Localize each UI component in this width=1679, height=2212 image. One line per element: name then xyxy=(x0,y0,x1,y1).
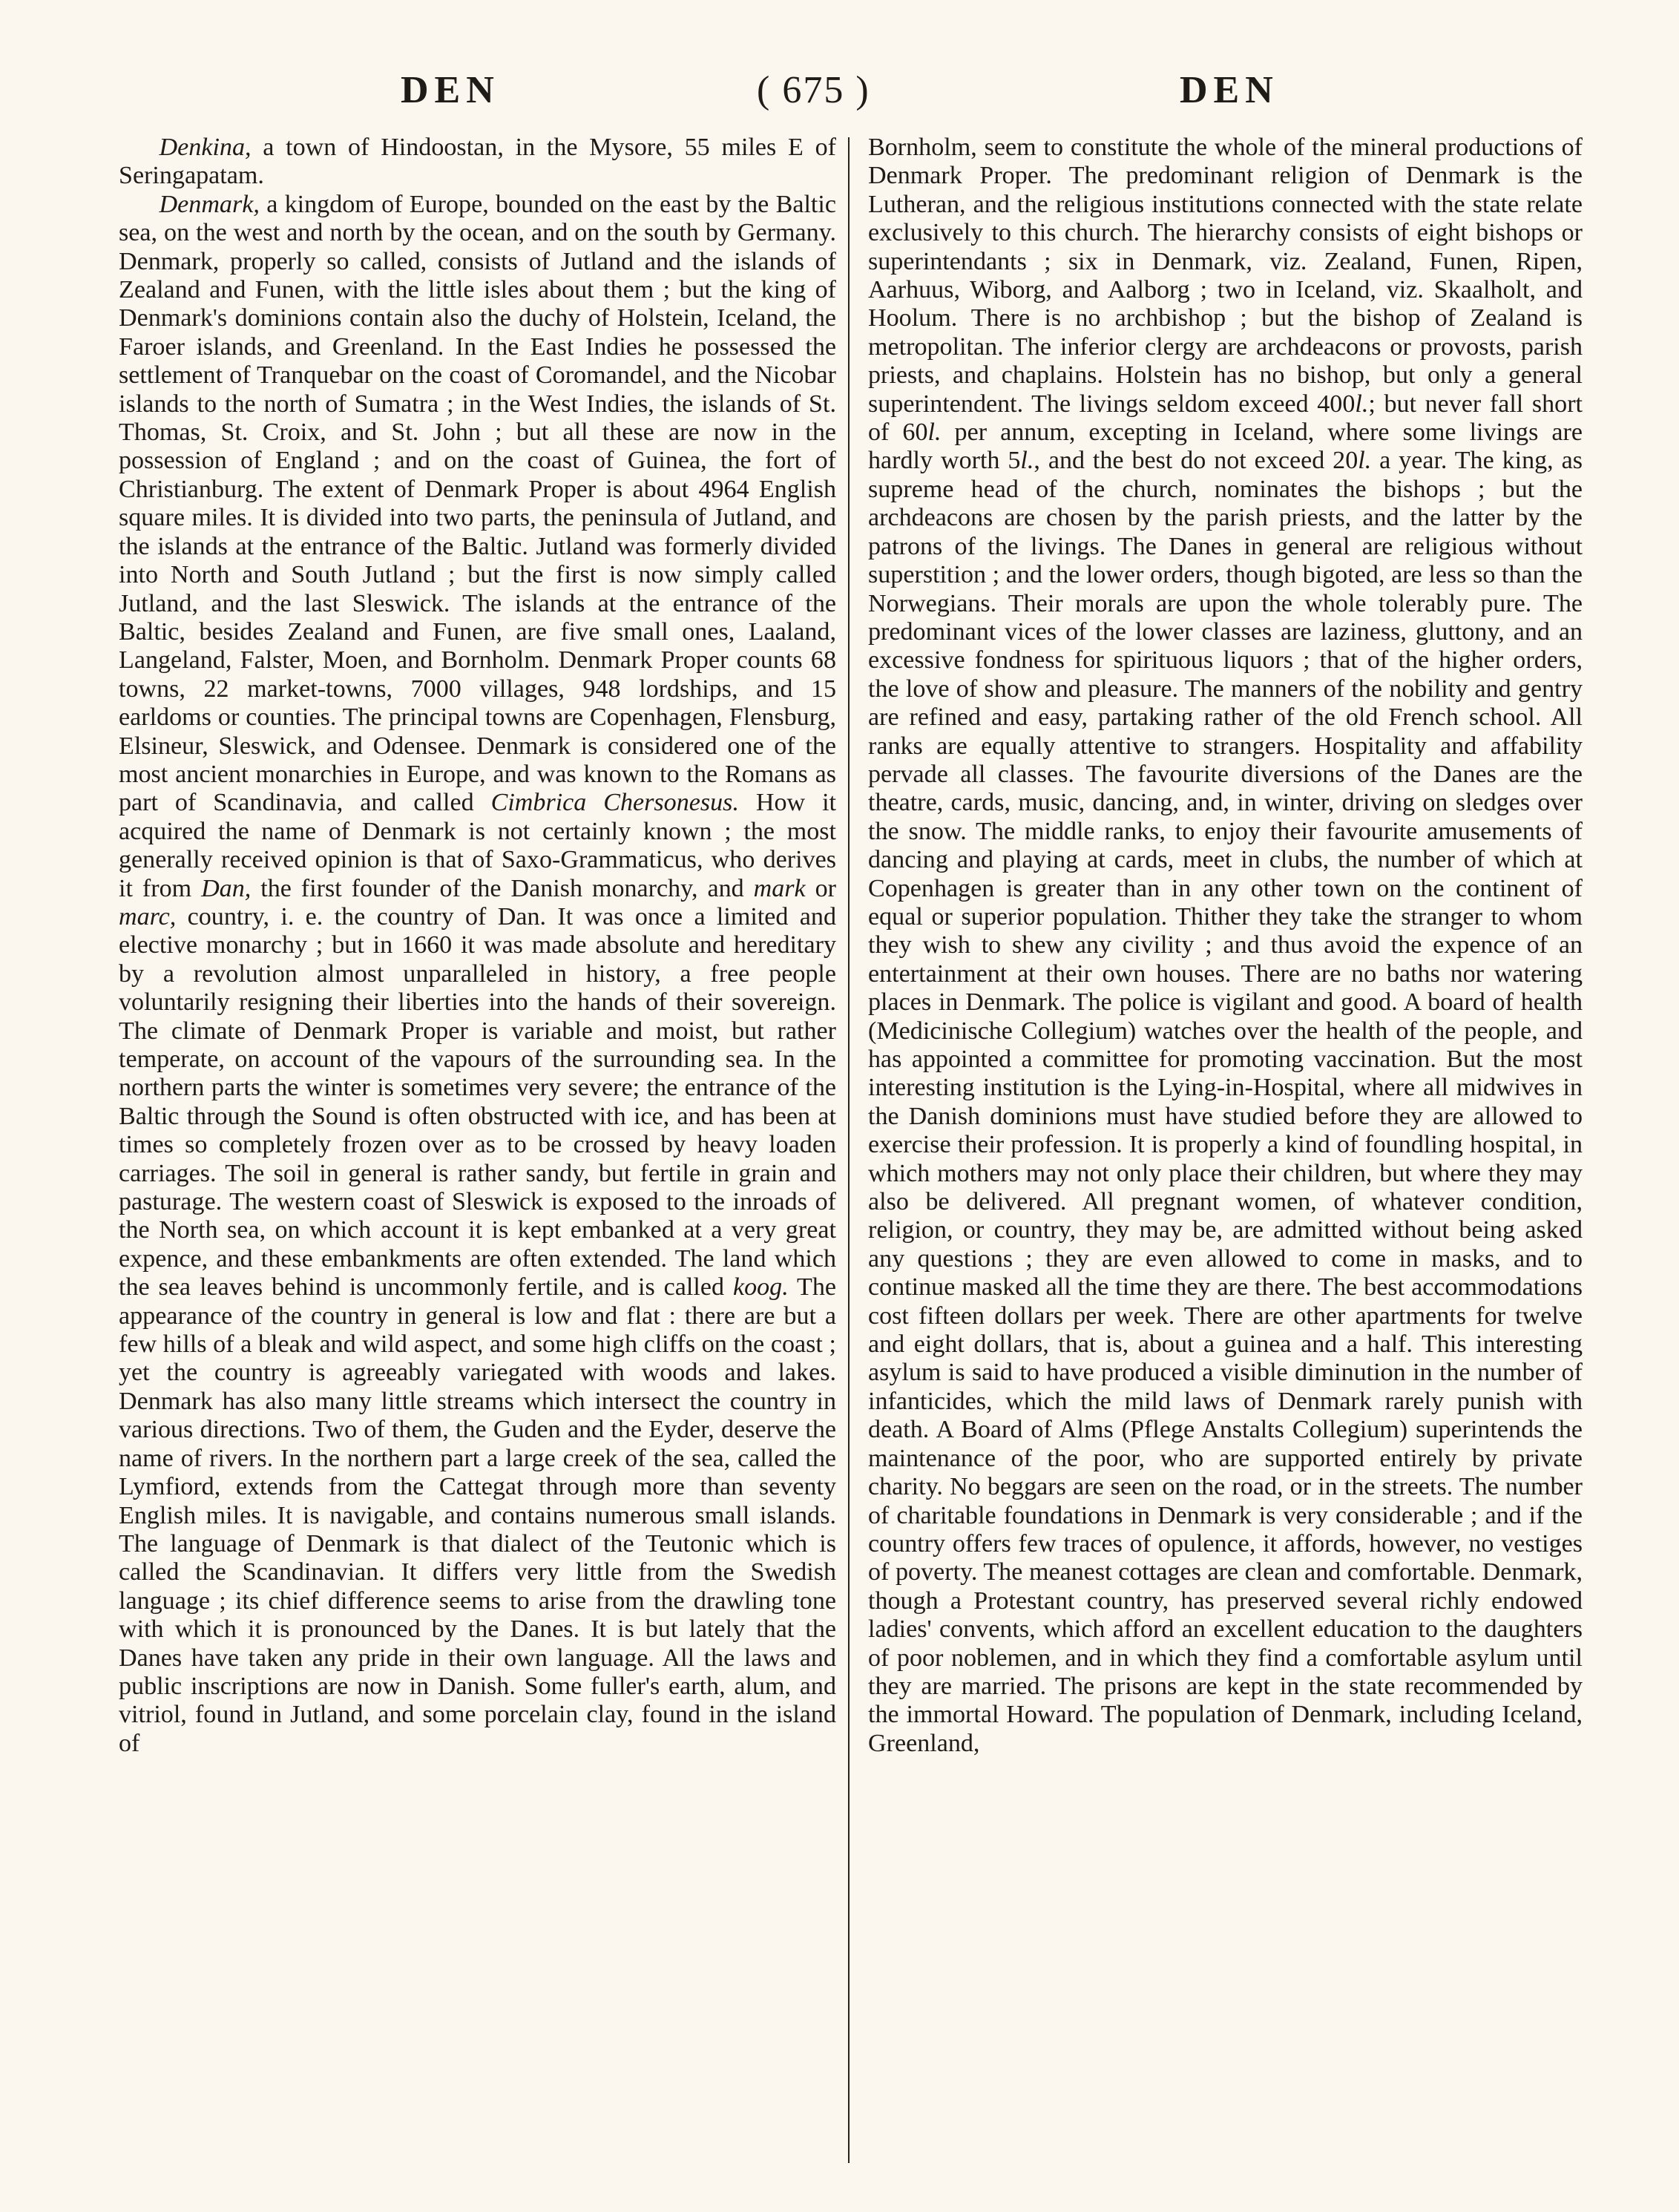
italic-term: koog. xyxy=(732,1273,789,1302)
entry-text: or xyxy=(805,874,836,902)
entry-text: per annum, excepting in Iceland, where some livings are hardly worth 5 xyxy=(868,419,1583,475)
header-headword-right: DEN xyxy=(1180,69,1279,111)
right-column xyxy=(868,134,1583,1758)
italic-term: l. xyxy=(1020,447,1034,475)
entry-text: How it acquired the name of Denmark is not certainly known ; the most generally received opinion is that of Saxo-Grammaticus, who derives it from xyxy=(119,789,837,902)
entry-term: Denkina, xyxy=(159,134,252,161)
entry-text: The appearance of the country in general is low and flat : there are but a few hills of a bleak and wild aspect, and some high cliffs on the coast ; yet the country is agreeably variegated with woods and lakes. Denmark has also many little streams which intersect the country in various directions. Two of them, the Guden and the Eyder, deserve the name of rivers. In the northern part a large creek of the sea, called the Lymfiord, extends from the Cattegat through more than seventy English miles. It is navigable, and contains numerous small islands. The language of Denmark is that dialect of the Teutonic which is called the Scandinavian. It differs very little from the Swedish language ; its chief difference seems to arise from the drawling tone with which it is pronounced by the Danes. It is but lately that the Danes have taken any pride in their own language. All the laws and public inscriptions are now in Danish. Some fuller's earth, alum, and vitriol, found in Jutland, and some porcelain clay, found in the island of xyxy=(119,1273,837,1757)
header-headword-left: DEN xyxy=(401,69,500,111)
entry-text: ; but never fall short of 60 xyxy=(868,390,1583,447)
running-header xyxy=(111,68,1590,120)
entry-text: , and the best do not exceed 20 xyxy=(1034,447,1358,475)
italic-term: l. xyxy=(1358,447,1372,475)
italic-term: mark xyxy=(753,874,806,902)
entry-text: country, i. e. the country of Dan. It was once a limited and elective monarchy ; but in 1660 it was made absolute and hereditary by a revolution almost unparalleled in history, a free people voluntarily resigning their liberties into the hands of their sovereign. The climate of Denmark Proper is variable and moist, but rather temperate, on account of the vapours of the surrounding sea. In the northern parts the winter is sometimes very severe; the entrance of the Baltic through the Sound is often obstructed with ice, and has been at times so completely frozen over as to be crossed by heavy loaden carriages. The soil in general is rather sandy, but fertile in grain and pasturage. The western coast of Sleswick is exposed to the inroads of the North sea, on which account it is kept embanked at a very great expence, and these embankments are often extended. The land which the sea leaves behind is uncommonly fertile, and is called xyxy=(119,902,836,1302)
italic-term: marc, xyxy=(119,902,177,931)
entry-term: Denmark, xyxy=(159,190,260,218)
italic-term: Dan, xyxy=(201,874,252,902)
entry-denmark-continued xyxy=(868,134,1583,1758)
entry-denkina xyxy=(119,134,836,191)
entry-denmark xyxy=(119,191,836,1758)
entry-text: the first founder of the Danish monarchy, and xyxy=(251,874,754,902)
entry-text: a year. The king, as supreme head of the church, nominates the bishops ; but the archdeacons are chosen by the parish priests, and the latter by the patrons of the livings. The Danes in general are religious without superstition ; and the lower orders, though bigoted, are less so than the Norwegians. Their morals are upon the whole tolerably pure. The predominant vices of the lower classes are laziness, gluttony, and an excessive fondness for spirituous liquors ; that of the higher orders, the love of show and pleasure. The manners of the nobility and gentry are refined and easy, partaking rather of the old French school. All ranks are equally attentive to strangers. Hospitality and affability pervade all classes. The favourite diversions of the Danes are the theatre, cards, music, dancing, and, in winter, driving on sledges over the snow. The middle ranks, to enjoy their favourite amusements of dancing and playing at cards, meet in clubs, the number of which at Copenhagen is greater than in any other town on the continent of equal or superior population. Thither they take the stranger to whom they wish to shew any civility ; and thus avoid the expence of an entertainment at their own houses. There are no baths nor watering places in Denmark. The police is vigilant and good. A board of health (Medicinische Collegium) watches over the health of the people, and has appointed a committee for promoting vaccination. But the most interesting institution is the Lying-in-Hospital, where all midwives in the Danish dominions must have studied before they are allowed to exercise their profession. It is properly a kind of foundling hospital, in which mothers may not only place their children, but where they may also be delivered. All pregnant women, of whatever condition, religion, or country, they may be, are admitted without being asked any questions ; they are even allowed to come in masks, and to continue masked all the time they are there. The best accommodations cost fifteen dollars per week. There are other apartments for twelve and eight dollars, that is, about a guinea and a half. This interesting asylum is said to have produced a visible diminution in the number of infanticides, which the mild laws of Denmark rarely punish with death. A Board of Alms (Pflege Anstalts Collegium) superintends the maintenance of the poor, who are supported entirely by private charity. No beggars are seen on the road, or in the streets. The number of charitable foundations in Denmark is very considerable ; and if the country offers few traces of opulence, it affords, however, no vestiges of poverty. The meanest cottages are clean and comfortable. Denmark, though a Protestant country, has preserved several richly endowed ladies' convents, which afford an excellent education to the daughters of poor noblemen, and in which they find a comfortable asylum until they are married. The prisons are kept in the state recommended by the immortal Howard. The population of Denmark, including Iceland, Greenland, xyxy=(868,447,1583,1757)
entry-text: a kingdom of Europe, bounded on the east by the Baltic sea, on the west and north by the ocean, and on the south by Germany. Denmark, properly so called, consists of Jutland and the islands of Zealand and Funen, with the little isles about them ; but the king of Denmark's dominions contain also the duchy of Holstein, Iceland, the Faroer islands, and Greenland. In the East Indies he possessed the settlement of Tranquebar on the coast of Coromandel, and the Nicobar islands to the north of Sumatra ; in the West Indies, the islands of St. Thomas, St. Croix, and St. John ; but all these are now in the possession of England ; and on the coast of Guinea, the fort of Christianburg. The extent of Denmark Proper is about 4964 English square miles. It is divided into two parts, the peninsula of Jutland, and the islands at the entrance of the Baltic. Jutland was formerly divided into North and South Jutland ; but the first is now simply called Jutland, and the last Sleswick. The islands at the entrance of the Baltic, besides Zealand and Funen, are five small ones, Laaland, Langeland, Falster, Moen, and Bornholm. Denmark Proper counts 68 towns, 22 market-towns, 7000 villages, 948 lordships, and 15 earldoms or counties. The principal towns are Copenhagen, Flensburg, Elsineur, Sleswick, and Odensee. Denmark is considered one of the most ancient monarchies in Europe, and was known to the Romans as part of Scandinavia, and called xyxy=(119,190,836,817)
italic-term: l. xyxy=(1355,390,1369,418)
column-divider xyxy=(848,137,850,2163)
left-column xyxy=(119,134,836,1758)
entry-text: a town of Hindoostan, in the Mysore, 55 miles E of Seringapatam. xyxy=(119,134,836,190)
entry-text: Bornholm, seem to constitute the whole of the mineral productions of Denmark Proper. The predominant religion of Denmark is the Lutheran, and the religious institutions connected with the state relate exclusively to this church. The hierarchy consists of eight bishops or superintendants ; six in Denmark, viz. Zealand, Funen, Ripen, Aarhuus, Wiborg, and Aalborg ; two in Iceland, viz. Skaalholt, and Hoolum. There is no archbishop ; but the bishop of Zealand is metropolitan. The inferior clergy are archdeacons or provosts, parish priests, and chaplains. Holstein has no bishop, but only a general superintendent. The livings seldom exceed 400 xyxy=(868,134,1583,418)
italic-term: l. xyxy=(927,419,942,447)
italic-term: Cimbrica Chersonesus. xyxy=(490,789,739,817)
page-number: ( 675 ) xyxy=(757,69,870,111)
